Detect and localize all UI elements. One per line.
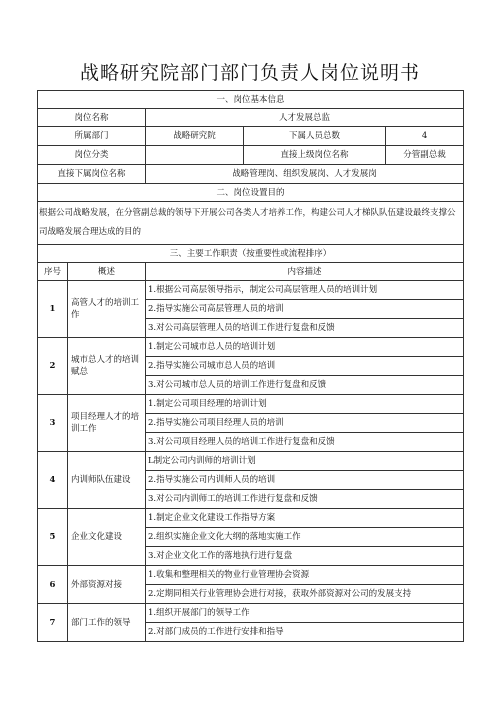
duty-task: 2.定期同相关行业管理协会进行对接，获取外部资源对公司的发展支持 <box>146 585 464 604</box>
duty-task: 1.制定企业文化建设工作指导方案 <box>146 509 464 528</box>
duty-number: 7 <box>38 604 68 642</box>
table-row <box>38 281 464 300</box>
duty-task: 2.组织实施企业文化大纲的落地实施工作 <box>146 528 464 547</box>
table-row <box>38 452 464 471</box>
section-basic-info-heading: 一、岗位基本信息 <box>38 91 464 109</box>
page-title: 战略研究院部门部门负责人岗位说明书 <box>79 62 420 84</box>
duty-task: 2.对部门成员的工作进行安排和指导 <box>146 623 464 642</box>
duty-task: 1.根据公司高层领导指示，制定公司高层管理人员的培训计划 <box>146 281 464 300</box>
duty-summary: 内训师队伍建设 <box>68 452 146 509</box>
department-label: 所属部门 <box>38 127 146 146</box>
direct-subordinate-value: 战略管理岗、组织发展岗、人才发展岗 <box>146 165 464 184</box>
direct-superior-label: 直接上级岗位名称 <box>244 146 386 165</box>
subordinates-count-value: 4 <box>386 127 464 146</box>
job-description-table <box>37 90 464 642</box>
column-header-description: 内容描述 <box>146 263 464 281</box>
section-duties-heading: 三、主要工作职责（按重要性或流程排序） <box>38 245 464 263</box>
duty-number: 6 <box>38 566 68 604</box>
duty-task: 3.对公司高层管理人员的培训工作进行复盘和反馈 <box>146 319 464 338</box>
duty-summary: 企业文化建设 <box>68 509 146 566</box>
duty-summary: 部门工作的领导 <box>68 604 146 642</box>
duty-summary: 项目经理人才的培训工作 <box>68 395 146 452</box>
department-value: 战略研究院 <box>146 127 244 146</box>
duty-task: 3.对企业文化工作的落地执行进行复盘 <box>146 547 464 566</box>
duty-summary: 城市总人才的培训赋总 <box>68 338 146 395</box>
duty-summary: 高管人才的培训工作 <box>68 281 146 338</box>
duty-summary: 外部资源对接 <box>68 566 146 604</box>
duty-task: 1.制定公司城市总人员的培训计划 <box>146 338 464 357</box>
duty-number: 2 <box>38 338 68 395</box>
duty-task: 2.指导实施公司城市总人员的培训 <box>146 357 464 376</box>
duty-task: 3.对公司城市总人员的培训工作进行复盘和反馈 <box>146 376 464 395</box>
duty-number: 3 <box>38 395 68 452</box>
direct-superior-value: 分管副总裁 <box>386 146 464 165</box>
position-category-value <box>146 146 244 165</box>
column-header-summary: 概述 <box>68 263 146 281</box>
position-name-label: 岗位名称 <box>38 109 146 127</box>
table-row <box>38 566 464 585</box>
duty-number: 4 <box>38 452 68 509</box>
duty-task: L制定公司内训师的培训计划 <box>146 452 464 471</box>
table-row <box>38 604 464 623</box>
position-name-value: 人才发展总监 <box>146 109 464 127</box>
duty-task: 3.对公司项目经理人员的培训工作进行复盘和反馈 <box>146 433 464 452</box>
position-purpose-text: 根据公司战略发展，在分管副总裁的领导下开展公司各类人才培养工作，构建公司人才梯队队伍建设最终支撑公司战略发展合理达成的目的 <box>38 202 464 245</box>
duty-task: 3.对公司内训师工的培训工作进行复盘和反馈 <box>146 490 464 509</box>
duty-task: 2.指导实施公司内训师人员的培训 <box>146 471 464 490</box>
direct-subordinate-label: 直接下属岗位名称 <box>38 165 146 184</box>
section-purpose-heading: 二、岗位设置目的 <box>38 184 464 202</box>
duty-task: 1.制定公司项目经理的培训计划 <box>146 395 464 414</box>
duty-number: 5 <box>38 509 68 566</box>
duty-task: 2.指导实施公司高层管理人员的培训 <box>146 300 464 319</box>
duty-task: 1.组织开展部门的领导工作 <box>146 604 464 623</box>
duty-task: 2.指导实施公司项目经理人员的培训 <box>146 414 464 433</box>
table-row <box>38 338 464 357</box>
subordinates-count-label: 下属人员总数 <box>244 127 386 146</box>
position-category-label: 岗位分类 <box>38 146 146 165</box>
table-row <box>38 509 464 528</box>
table-row <box>38 395 464 414</box>
duty-task: 1.收集和整理相关的物业行业管理协会资源 <box>146 566 464 585</box>
duty-number: 1 <box>38 281 68 338</box>
column-header-number: 序号 <box>38 263 68 281</box>
